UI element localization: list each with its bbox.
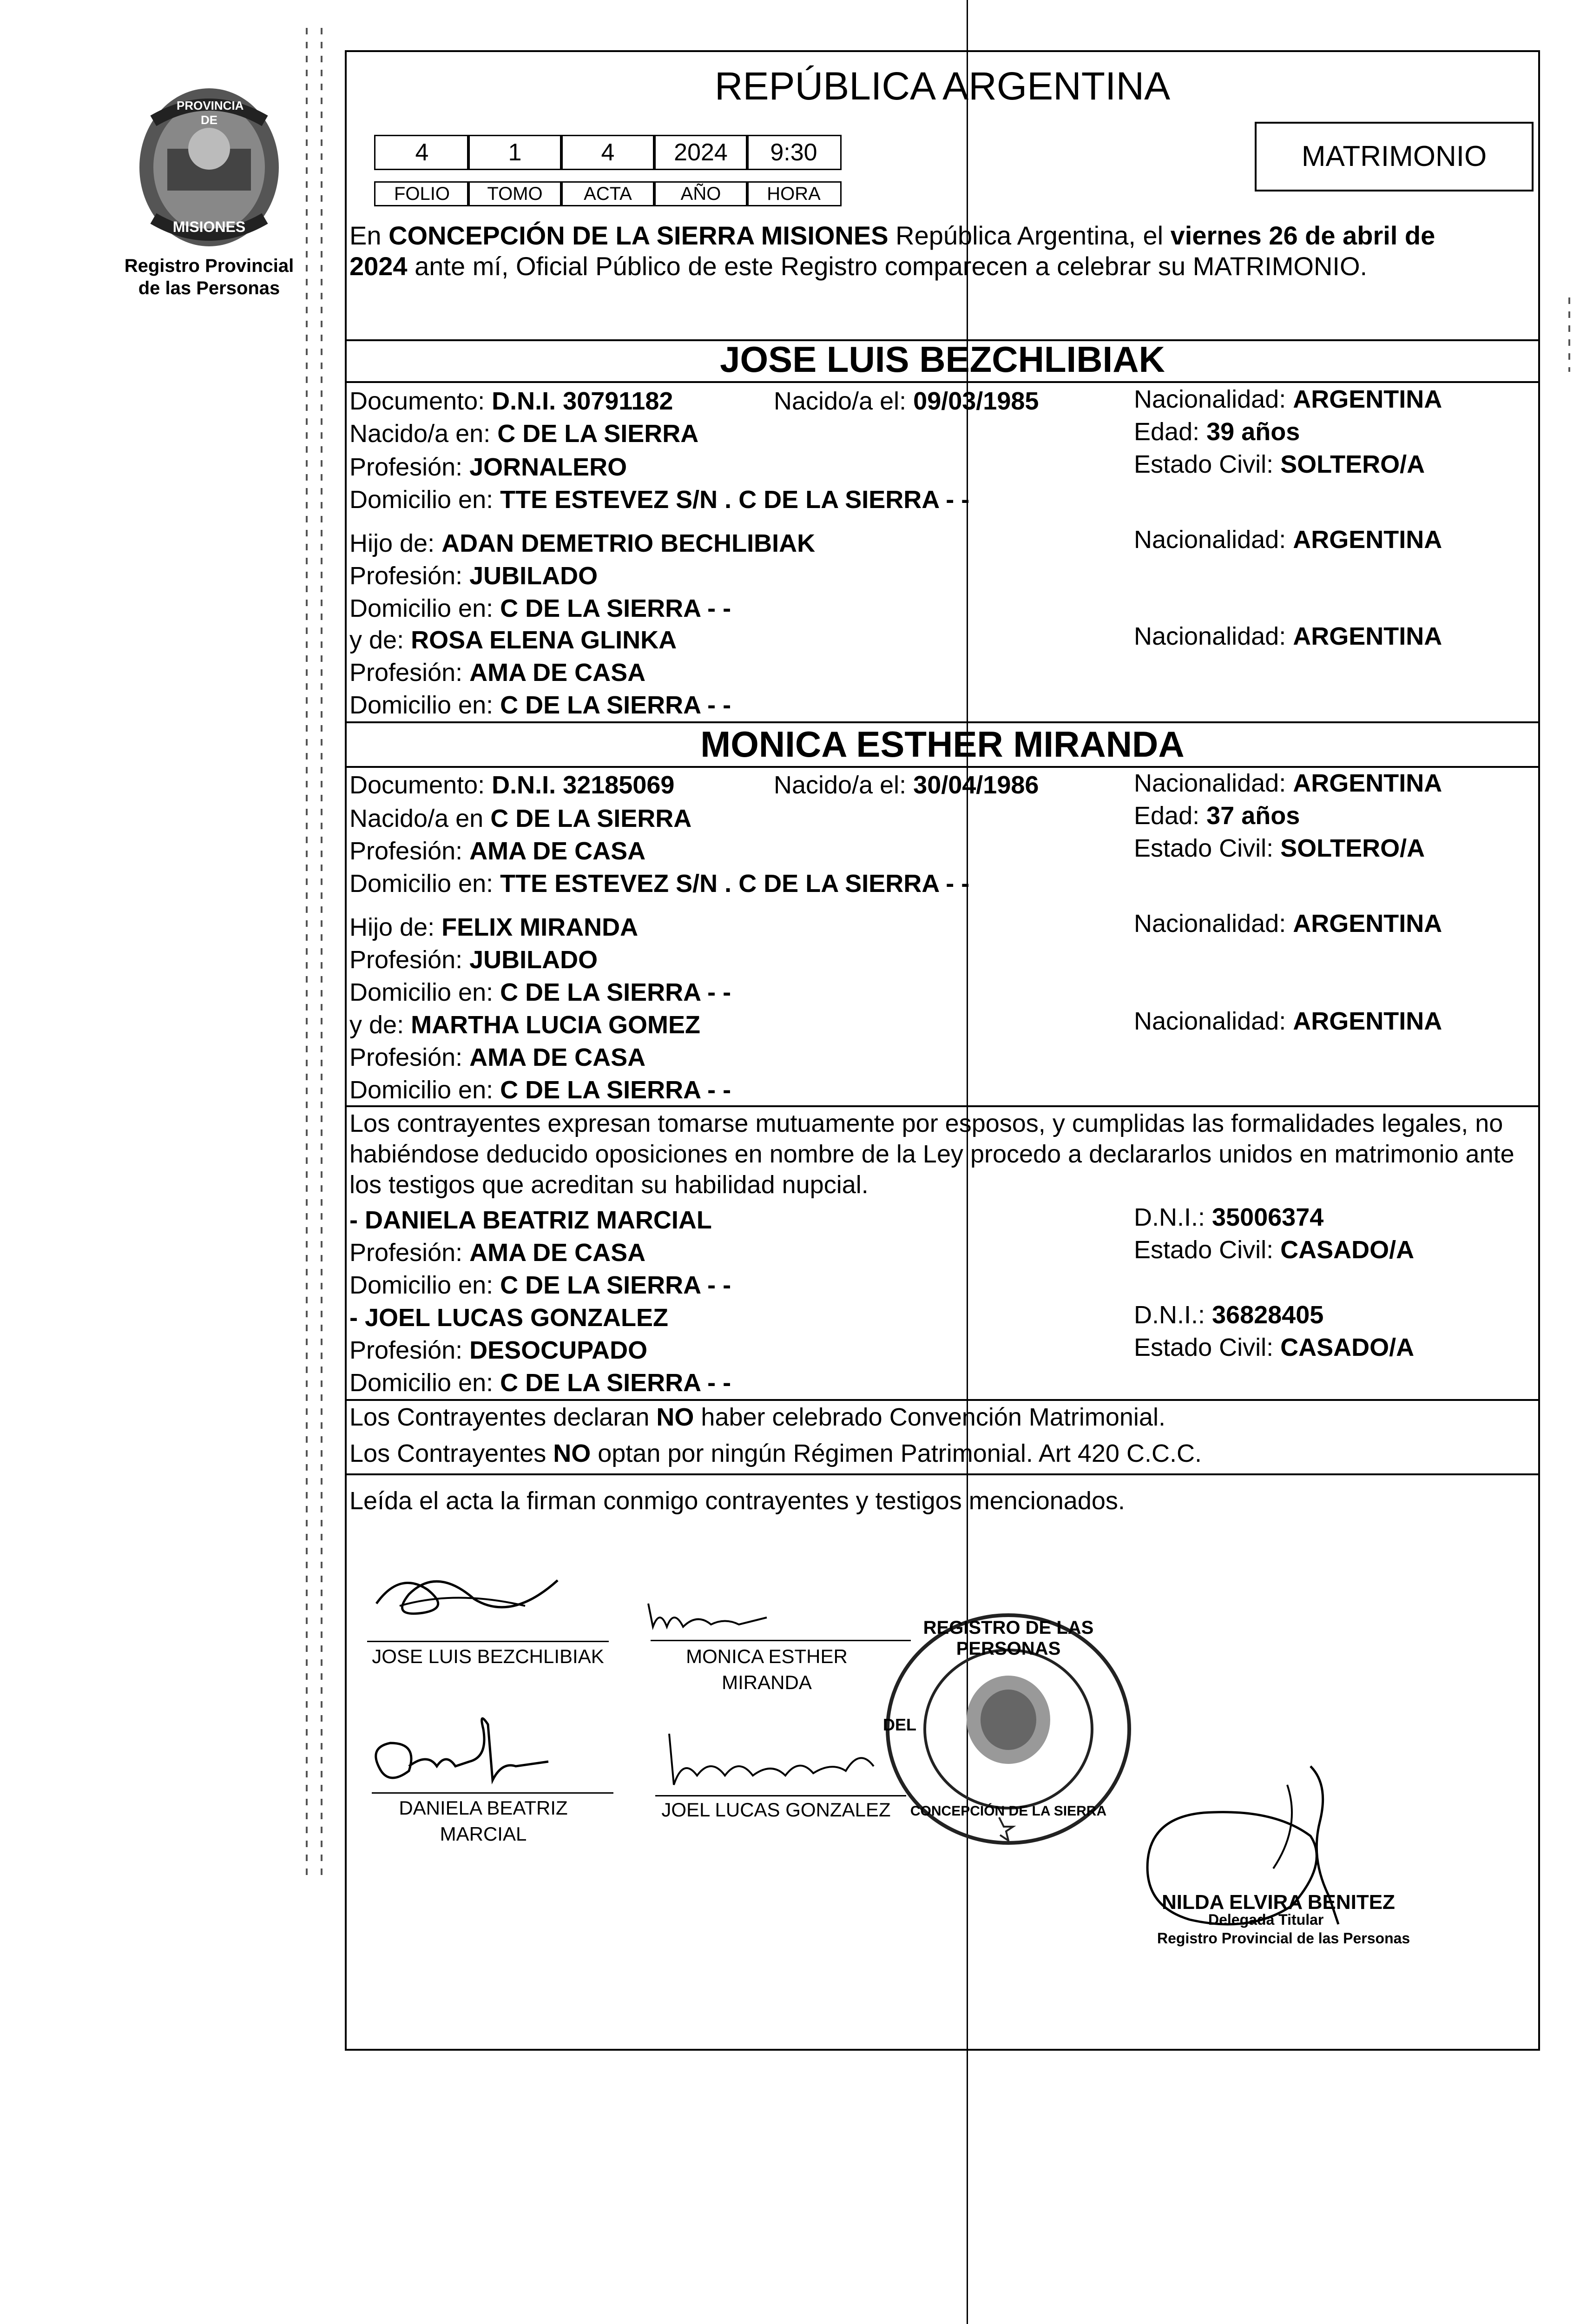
spouse2-document	[349, 770, 674, 800]
org-name-line1: Registro Provincial	[124, 256, 294, 276]
label: Domicilio en:	[349, 870, 500, 898]
margin-line	[306, 28, 308, 1878]
value: ARGENTINA	[1293, 385, 1442, 413]
divider	[345, 1473, 1540, 1475]
value: C DE LA SIERRA - -	[500, 978, 731, 1006]
spouse1-age	[1134, 416, 1300, 447]
text: Los Contrayentes	[349, 1439, 553, 1467]
spouse2-mother-address	[349, 1075, 731, 1105]
signature-line	[651, 1640, 911, 1641]
label: Domicilio en:	[349, 1271, 500, 1299]
value: AMA DE CASA	[469, 1239, 646, 1267]
signature-spouse2	[646, 1599, 804, 1641]
label: Nacionalidad:	[1134, 385, 1293, 413]
folio-value: 4	[374, 135, 470, 170]
value: AMA DE CASA	[469, 1043, 646, 1071]
seal-text-top: PROVINCIA DE	[177, 99, 244, 127]
org-name-line2: de las Personas	[138, 278, 280, 298]
value: DESOCUPADO	[469, 1336, 648, 1364]
declaration-line1: Los contrayentes expresan tomarse mutuamente por esposos, y cumplidas las formalidades legales, no	[349, 1109, 1503, 1137]
value: FELIX MIRANDA	[441, 913, 639, 941]
spouse2-civil-status	[1134, 833, 1425, 864]
spouse2-nationality	[1134, 768, 1442, 799]
spouse1-father-address	[349, 593, 731, 624]
hora-label: HORA	[746, 181, 842, 206]
label: Documento:	[349, 771, 492, 799]
label: Nacido/a en:	[349, 420, 498, 448]
declaration-line2: habiéndose deducido oposiciones en nombre de la Ley procedo a declararlos unidos en matrimonio ante	[349, 1140, 1514, 1168]
value: AMA DE CASA	[469, 659, 646, 687]
signature-label-witness2: JOEL LUCAS GONZALEZ	[661, 1799, 891, 1821]
spouse1-father-nationality	[1134, 524, 1442, 555]
label: Domicilio en:	[349, 978, 500, 1006]
spouse1-profession	[349, 452, 627, 482]
text: optan por ningún Régimen Patrimonial. Art 420 C.C.C.	[591, 1439, 1202, 1467]
value: ARGENTINA	[1293, 526, 1442, 554]
value: SOLTERO/A	[1280, 834, 1425, 862]
spouse1-mother	[349, 625, 677, 655]
label: Hijo de:	[349, 913, 442, 941]
value: ADAN DEMETRIO BECHLIBIAK	[441, 529, 816, 557]
witness1-address	[349, 1270, 731, 1301]
spouse2-birthplace	[349, 803, 691, 834]
divider	[345, 1399, 1540, 1401]
official-role: Delegada Titular	[1208, 1911, 1324, 1928]
hora-value: 9:30	[746, 135, 842, 170]
label: Profesión:	[349, 1336, 470, 1364]
page-title: REPÚBLICA ARGENTINA	[714, 64, 1171, 108]
spouse1-mother-profession	[349, 657, 645, 688]
value: C DE LA SIERRA - -	[500, 594, 731, 622]
spouse1-father	[349, 528, 815, 559]
value: 30/04/1986	[913, 771, 1039, 799]
label: Profesión:	[349, 1239, 470, 1267]
label: Edad:	[1134, 802, 1207, 830]
value: C DE LA SIERRA	[490, 805, 692, 832]
witness1-name: - DANIELA BEATRIZ MARCIAL	[349, 1206, 712, 1234]
seal-text-bottom: MISIONES	[172, 218, 246, 235]
divider	[345, 1105, 1540, 1107]
label: Domicilio en:	[349, 1369, 500, 1397]
label-line: MONICA ESTHER	[686, 1645, 848, 1667]
value: D.N.I. 32185069	[492, 771, 675, 799]
label: y de:	[349, 1011, 411, 1039]
divider	[345, 381, 1540, 383]
label: Profesión:	[349, 1043, 470, 1071]
spouse1-address	[349, 484, 969, 515]
text-bold: NO	[656, 1403, 694, 1431]
ano-value: 2024	[653, 135, 749, 170]
spouse2-mother-profession	[349, 1042, 645, 1073]
value: AMA DE CASA	[469, 837, 646, 865]
spouse1-father-profession	[349, 561, 598, 591]
value: C DE LA SIERRA - -	[500, 1271, 731, 1299]
label: Estado Civil:	[1134, 1334, 1281, 1361]
witness1-profession	[349, 1237, 645, 1268]
value: C DE LA SIERRA - -	[500, 1369, 731, 1397]
spouse1-birthplace	[349, 418, 698, 449]
label: Domicilio en:	[349, 1076, 500, 1104]
label: D.N.I.:	[1134, 1301, 1212, 1329]
label: Nacionalidad:	[1134, 910, 1293, 938]
witness2-address	[349, 1367, 731, 1398]
witness2-civil-status	[1134, 1332, 1414, 1363]
intro-text: ante mí, Oficial Público de este Registro comparecen a celebrar su MATRIMONIO.	[407, 251, 1368, 281]
value: D.N.I. 30791182	[492, 387, 673, 415]
text: Los Contrayentes declaran	[349, 1403, 657, 1431]
label: Estado Civil:	[1134, 834, 1281, 862]
spouse1-nationality	[1134, 384, 1442, 415]
label: Profesión:	[349, 946, 470, 974]
value: ROSA ELENA GLINKA	[411, 626, 677, 654]
signature-line	[655, 1795, 906, 1796]
label: Documento:	[349, 387, 492, 415]
label: Profesión:	[349, 837, 470, 865]
spouse1-birthdate	[774, 386, 1039, 416]
label-line: MARCIAL	[440, 1823, 527, 1845]
witness2-profession	[349, 1335, 647, 1366]
value: ARGENTINA	[1293, 769, 1442, 797]
signature-spouse1	[372, 1562, 567, 1631]
intro-date: viernes 26 de abril de	[1170, 221, 1435, 250]
label: Domicilio en:	[349, 691, 500, 719]
label: Profesión:	[349, 453, 470, 481]
label: Nacido/a el:	[774, 387, 914, 415]
label: Estado Civil:	[1134, 450, 1281, 478]
acta-type-box: MATRIMONIO	[1255, 122, 1534, 191]
stamp-side-text: DEL	[883, 1715, 916, 1734]
value: TTE ESTEVEZ S/N . C DE LA SIERRA - -	[500, 870, 970, 898]
signature-witness1	[362, 1710, 586, 1799]
province-seal	[125, 79, 293, 256]
value: 37 años	[1206, 802, 1300, 830]
spouse2-father-profession	[349, 944, 598, 975]
acta-value: 4	[560, 135, 656, 170]
label: Nacionalidad:	[1134, 769, 1293, 797]
acta-label: ACTA	[560, 181, 656, 206]
spouse2-mother-nationality	[1134, 1006, 1442, 1037]
value: JORNALERO	[469, 453, 627, 481]
value: 09/03/1985	[913, 387, 1039, 415]
label: Nacionalidad:	[1134, 526, 1293, 554]
label: Nacido/a el:	[774, 771, 914, 799]
value: ARGENTINA	[1293, 1007, 1442, 1035]
value: ARGENTINA	[1293, 910, 1442, 938]
tomo-label: TOMO	[467, 181, 563, 206]
intro-text: En	[349, 221, 389, 250]
value: C DE LA SIERRA - -	[500, 691, 731, 719]
label: Nacionalidad:	[1134, 622, 1293, 650]
value: C DE LA SIERRA	[497, 420, 699, 448]
label: Edad:	[1134, 418, 1207, 446]
witness1-dni	[1134, 1202, 1323, 1233]
spouse2-father	[349, 912, 638, 943]
value: 35006374	[1212, 1203, 1324, 1231]
signature-line	[367, 1641, 609, 1642]
signature-label-spouse1: JOSE LUIS BEZCHLIBIAK	[372, 1645, 604, 1667]
text-bold: NO	[553, 1439, 591, 1467]
declaration-line3: los testigos que acreditan su habilidad nupcial.	[349, 1171, 869, 1199]
label: Nacido/a en	[349, 805, 491, 832]
value: TTE ESTEVEZ S/N . C DE LA SIERRA - -	[500, 486, 970, 514]
spouse1-mother-nationality	[1134, 621, 1442, 652]
spouse2-name: MONICA ESTHER MIRANDA	[700, 724, 1185, 765]
spouse2-father-address	[349, 977, 731, 1008]
value: CASADO/A	[1280, 1334, 1415, 1361]
label: Domicilio en:	[349, 486, 500, 514]
label: D.N.I.:	[1134, 1203, 1212, 1231]
signature-label-spouse2	[651, 1644, 883, 1696]
spouse1-mother-address	[349, 690, 731, 720]
label: Profesión:	[349, 562, 470, 590]
value: SOLTERO/A	[1280, 450, 1425, 478]
label: Estado Civil:	[1134, 1236, 1281, 1264]
label-line: MIRANDA	[722, 1671, 812, 1693]
official-name: NILDA ELVIRA BENITEZ	[1162, 1891, 1395, 1914]
label: Nacionalidad:	[1134, 1007, 1293, 1035]
signature-line	[372, 1792, 613, 1794]
intro-text: República Argentina, el	[888, 221, 1171, 250]
intro-line2	[349, 251, 1367, 282]
label: Hijo de:	[349, 529, 442, 557]
spouse2-father-nationality	[1134, 908, 1442, 939]
stamp-inner-text: CONCEPCIÓN DE LA SIERRA	[910, 1803, 1107, 1819]
value: ARGENTINA	[1293, 622, 1442, 650]
spouse1-document	[349, 386, 673, 416]
witness2-name: - JOEL LUCAS GONZALEZ	[349, 1304, 669, 1332]
label: Domicilio en:	[349, 594, 500, 622]
convention-line1	[349, 1402, 1165, 1433]
tomo-value: 1	[467, 135, 563, 170]
official-org: Registro Provincial de las Personas	[1157, 1930, 1410, 1947]
spouse1-name: JOSE LUIS BEZCHLIBIAK	[720, 339, 1165, 380]
value: 36828405	[1212, 1301, 1324, 1329]
intro-year: 2024	[349, 251, 408, 281]
spouse2-profession	[349, 836, 645, 866]
ano-label: AÑO	[653, 181, 749, 206]
margin-line-right	[1568, 297, 1570, 372]
text: haber celebrado Convención Matrimonial.	[694, 1403, 1165, 1431]
value: MARTHA LUCIA GOMEZ	[411, 1011, 701, 1039]
value: CASADO/A	[1280, 1236, 1415, 1264]
folio-label: FOLIO	[374, 181, 470, 206]
registry-stamp	[878, 1608, 1139, 1850]
margin-line	[321, 28, 323, 1878]
spouse2-age	[1134, 800, 1300, 831]
signature-witness2	[660, 1729, 902, 1794]
witness2-dni	[1134, 1300, 1323, 1330]
intro-line1	[349, 220, 1435, 251]
label-line: DANIELA BEATRIZ	[399, 1797, 568, 1819]
value: JUBILADO	[469, 946, 598, 974]
spouse2-birthdate	[774, 770, 1039, 800]
value: C DE LA SIERRA - -	[500, 1076, 731, 1104]
value: 39 años	[1206, 418, 1300, 446]
signature-label-witness1	[381, 1795, 586, 1847]
spouse1-civil-status	[1134, 449, 1425, 480]
stamp-ring-text: REGISTRO DE LAS PERSONAS	[923, 1618, 1094, 1659]
witness1-civil-status	[1134, 1235, 1414, 1265]
convention-line2	[349, 1438, 1202, 1469]
read-statement: Leída el acta la firman conmigo contrayentes y testigos mencionados.	[349, 1487, 1125, 1515]
label: Profesión:	[349, 659, 470, 687]
spouse2-mother	[349, 1010, 700, 1040]
value: JUBILADO	[469, 562, 598, 590]
label: y de:	[349, 626, 411, 654]
intro-place: CONCEPCIÓN DE LA SIERRA MISIONES	[388, 221, 889, 250]
spouse2-address	[349, 868, 969, 899]
